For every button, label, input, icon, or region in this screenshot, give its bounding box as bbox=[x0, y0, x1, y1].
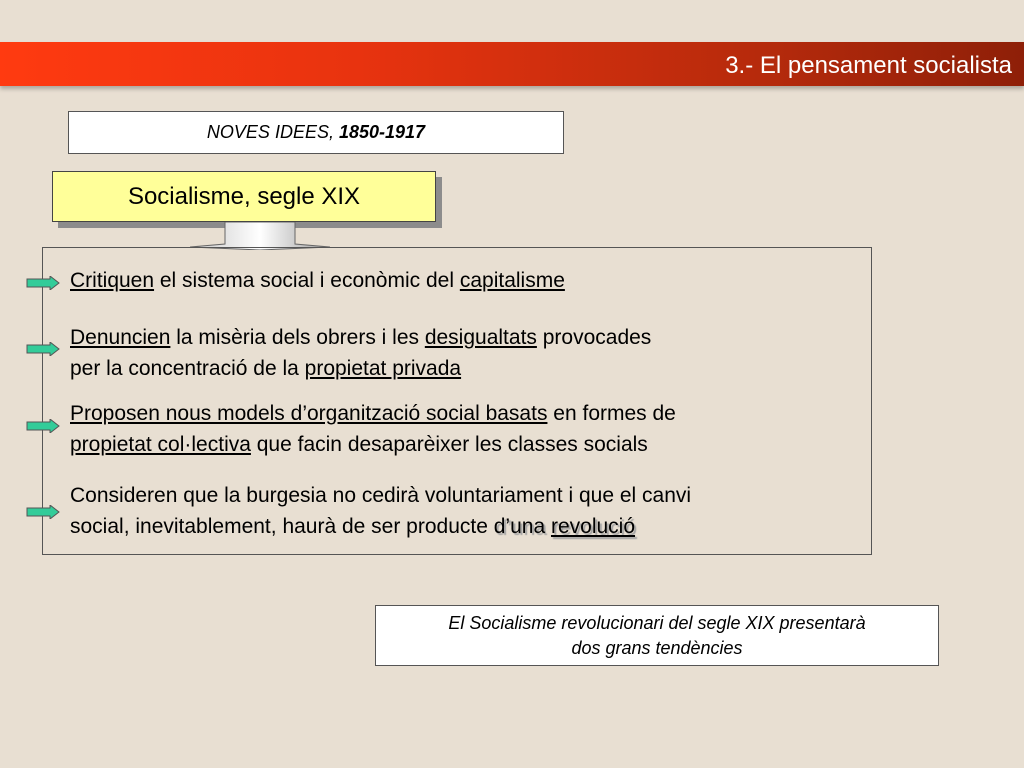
note-box bbox=[375, 605, 939, 666]
topic-box bbox=[68, 111, 564, 154]
topic-label: NOVES IDEES, bbox=[206, 122, 334, 142]
propietat-collectiva-text: propietat col·lectiva bbox=[70, 433, 251, 456]
item-3-text-b: que facin desaparèixer les classes socials bbox=[250, 433, 648, 456]
topic-years: 1850-1917 bbox=[338, 122, 426, 142]
socialism-label: Socialisme, segle XIX bbox=[127, 182, 361, 210]
item-2-text-c: per la concentració de la bbox=[70, 357, 305, 380]
connector-arrow bbox=[190, 222, 330, 250]
revolucio-text: revolució bbox=[550, 515, 636, 538]
item-1-text: el sistema social i econòmic del bbox=[154, 269, 460, 292]
note-line-2: dos grans tendències bbox=[571, 637, 743, 658]
bullet-item-1 bbox=[70, 265, 565, 296]
arrow-icon bbox=[26, 342, 60, 356]
bullet-item-2 bbox=[70, 322, 651, 384]
critiquen-text: Critiquen bbox=[70, 269, 155, 292]
item-4-text-a: Consideren que la burgesia no cedirà voluntariament i que el canvi bbox=[70, 484, 692, 507]
duna-text: d’una bbox=[493, 515, 546, 538]
denuncien-text: Denuncien bbox=[70, 326, 171, 349]
item-3-text-a: en formes de bbox=[547, 402, 676, 425]
item-2-text-b: provocades bbox=[536, 326, 652, 349]
note-line-1: El Socialisme revolucionari del segle XIX presentarà bbox=[448, 612, 866, 633]
arrow-icon bbox=[26, 419, 60, 433]
item-4-text-b: social, inevitablement, haurà de ser producte bbox=[70, 515, 494, 538]
header-bar bbox=[0, 42, 1024, 86]
socialism-box bbox=[52, 171, 436, 222]
bullet-item-3 bbox=[70, 398, 676, 460]
arrow-icon bbox=[26, 276, 60, 290]
slide-title: 3.- El pensament socialista bbox=[725, 52, 1012, 79]
capitalisme-text: capitalisme bbox=[459, 269, 565, 292]
arrow-icon bbox=[26, 505, 60, 519]
desigualtats-text: desigualtats bbox=[424, 326, 537, 349]
proposen-text: Proposen nous models d’organització social basats bbox=[70, 402, 548, 425]
bullet-item-4 bbox=[70, 480, 691, 542]
propietat-privada-text: propietat privada bbox=[304, 357, 462, 380]
item-2-text-a: la misèria dels obrers i les bbox=[170, 326, 425, 349]
